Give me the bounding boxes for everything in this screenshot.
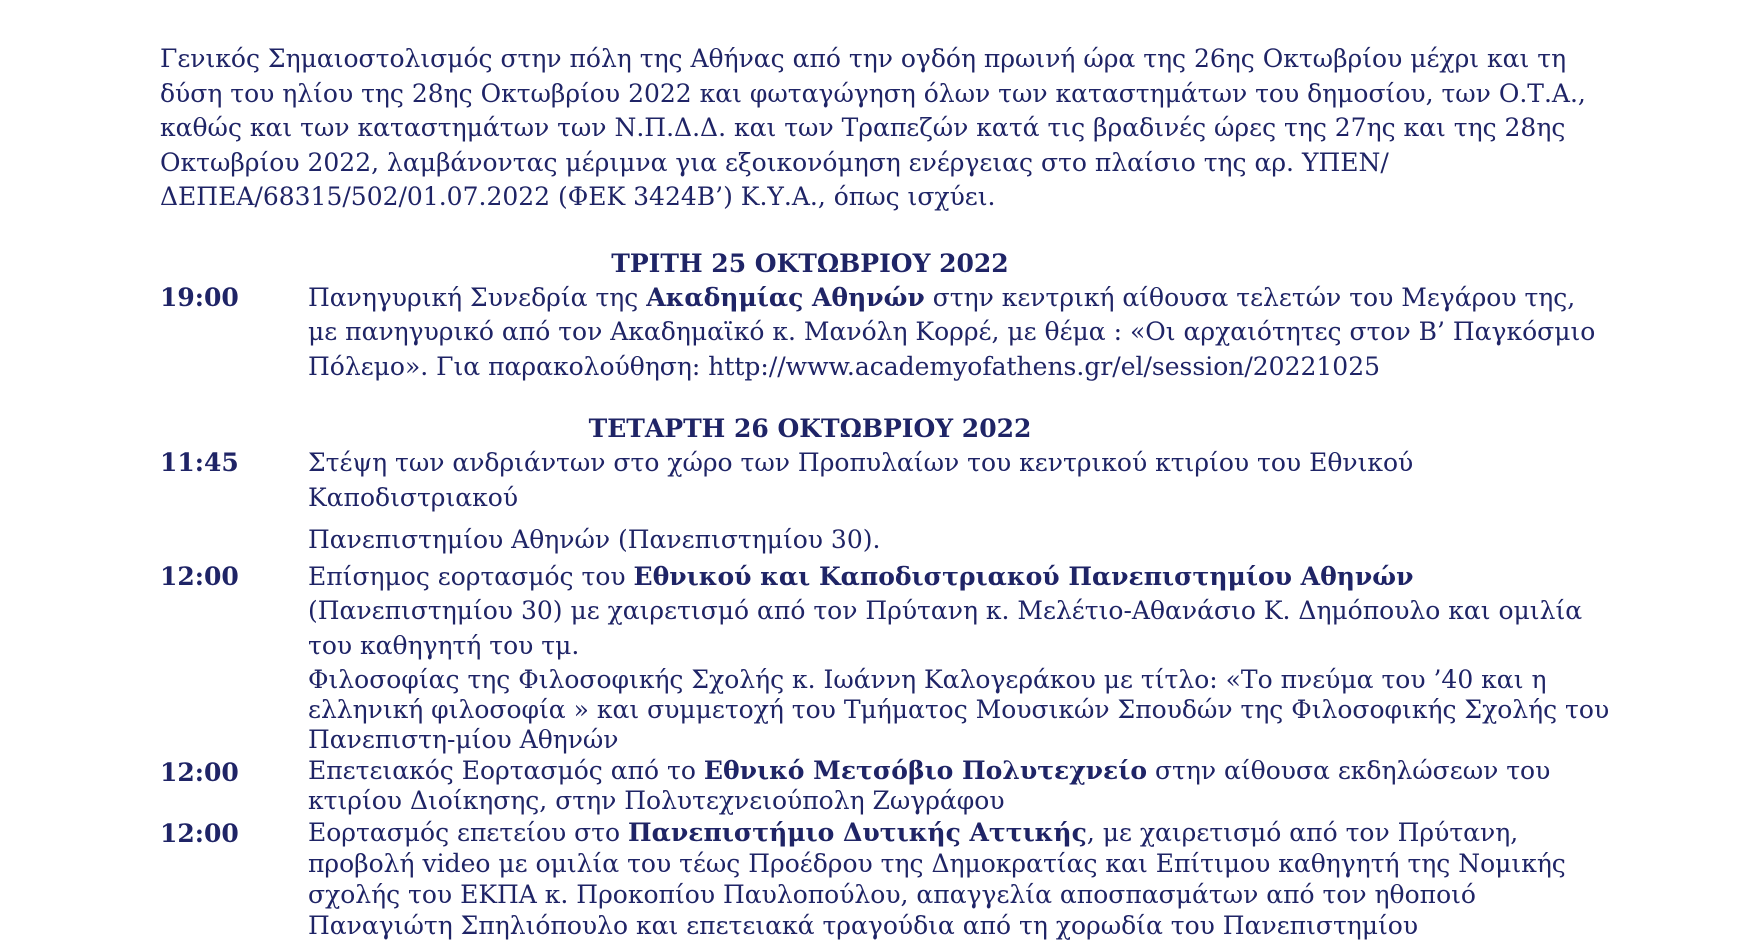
event-organizer: Εθνικό Μετσόβιο Πολυτεχνείο [703, 756, 1147, 785]
event-description [308, 560, 1610, 756]
document-page [160, 42, 1610, 941]
event-text: (Πανεπιστημίου 30) με χαιρετισμό από τον Πρύτανη κ. Μελέτιο-Αθανάσιο Κ. Δημόπουλο και ομιλία του καθηγητή του τμ. [308, 596, 1583, 660]
schedule-event [160, 446, 1610, 558]
event-time: 12:00 [160, 819, 239, 848]
event-organizer: Εθνικού και Καποδιστριακού Πανεπιστημίου Αθηνών [633, 561, 1414, 591]
event-text: Εορτασμός επετείου στο [308, 818, 629, 847]
event-text: Επίσημος εορτασμός του [308, 561, 634, 591]
day-heading: ΤΡΙΤΗ 25 ΟΚΤΩΒΡΙΟΥ 2022 [611, 248, 1009, 278]
event-paragraph [308, 560, 1610, 664]
event-description [308, 281, 1610, 385]
event-text: στην αίθουσα εκδηλώσεων του κτιρίου Διοίκησης, στην Πολυτεχνειούπολη Ζωγράφου [308, 756, 1551, 815]
event-text: Επετειακός Εορτασμός από το [308, 756, 704, 785]
event-text: Στέψη των ανδριάντων στο χώρο των Προπυλαίων του κεντρικού κτιρίου του Εθνικού Καποδιστριακού [308, 448, 1414, 512]
event-text: στην κεντρική αίθουσα τελετών του Μεγάρου της, με πανηγυρικό από τον Ακαδημαϊκό κ. Μανόλη Κορρέ, με θέμα : «Οι αρχαιότητες στον Β’ Παγκόσμιο Πόλεμο». Για παρακολούθηση: http://www.academyofathens.gr/el/session/20221025 [308, 282, 1596, 381]
event-time: 12:00 [160, 561, 239, 591]
event-description [308, 446, 1610, 558]
schedule-event [160, 817, 1610, 941]
event-text: Φιλοσοφίας της Φιλοσοφικής Σχολής κ. Ιωάννη Καλογεράκου με τίτλο: «Το πνεύμα του ’40 και η ελληνική φιλοσοφία » και συμμετοχή του Τμήματος Μουσικών Σπουδών της Φιλοσοφικής Σχολής του Πανεπιστη-μίου Αθηνών [308, 665, 1610, 754]
event-description [308, 756, 1610, 816]
event-time: 19:00 [160, 282, 239, 312]
event-description [308, 817, 1610, 941]
event-organizer: Πανεπιστήμιο Δυτικής Αττικής [628, 818, 1087, 847]
event-text: Πανεπιστημίου Αθηνών (Πανεπιστημίου 30). [308, 525, 881, 554]
event-time: 12:00 [160, 758, 239, 787]
event-text: , με χαιρετισμό από τον Πρύτανη, προβολή video με ομιλία του τέως Προέδρου της Δημοκρατίας και Επίτιμου καθηγητή της Νομικής σχολής του ΕΚΠΑ κ. Προκοπίου Παυλοπούλου, απαγγελία αποσπασμάτων από τον ηθοποιό Παναγιώτη Σπηλιόπουλο και επετειακά τραγούδια από τη χορωδία του Πανεπιστημίου [308, 818, 1566, 940]
intro-paragraph: Γενικός Σημαιοστολισμός στην πόλη της Αθήνας από την ογδόη πρωινή ώρα της 26ης Οκτωβρίου μέχρι και τη δύση του ηλίου της 28ης Οκτωβρίου 2022 και φωταγώγηση όλων των καταστημάτων του δημοσίου, των Ο.Τ.Α., καθώς και των καταστημάτων των Ν.Π.Δ.Δ. και των Τραπεζών κατά τις βραδινές ώρες της 27ης και της 28ης Οκτωβρίου 2022, λαμβάνοντας μέριμνα για εξοικονόμηση ενέργειας στο πλαίσιο της αρ. ΥΠΕΝ/ΔΕΠΕΑ/68315/502/01.07.2022 (ΦΕΚ 3424Β’) Κ.Υ.Α., όπως ισχύει. [160, 44, 1586, 211]
schedule-event [160, 281, 1610, 385]
day-heading: ΤΕΤΑΡΤΗ 26 ΟΚΤΩΒΡΙΟΥ 2022 [588, 414, 1032, 443]
event-organizer: Ακαδημίας Αθηνών [646, 282, 925, 312]
event-time: 11:45 [160, 448, 239, 477]
schedule-event [160, 560, 1610, 756]
event-text: Πανηγυρική Συνεδρία της [308, 282, 647, 312]
schedule-event [160, 756, 1610, 816]
